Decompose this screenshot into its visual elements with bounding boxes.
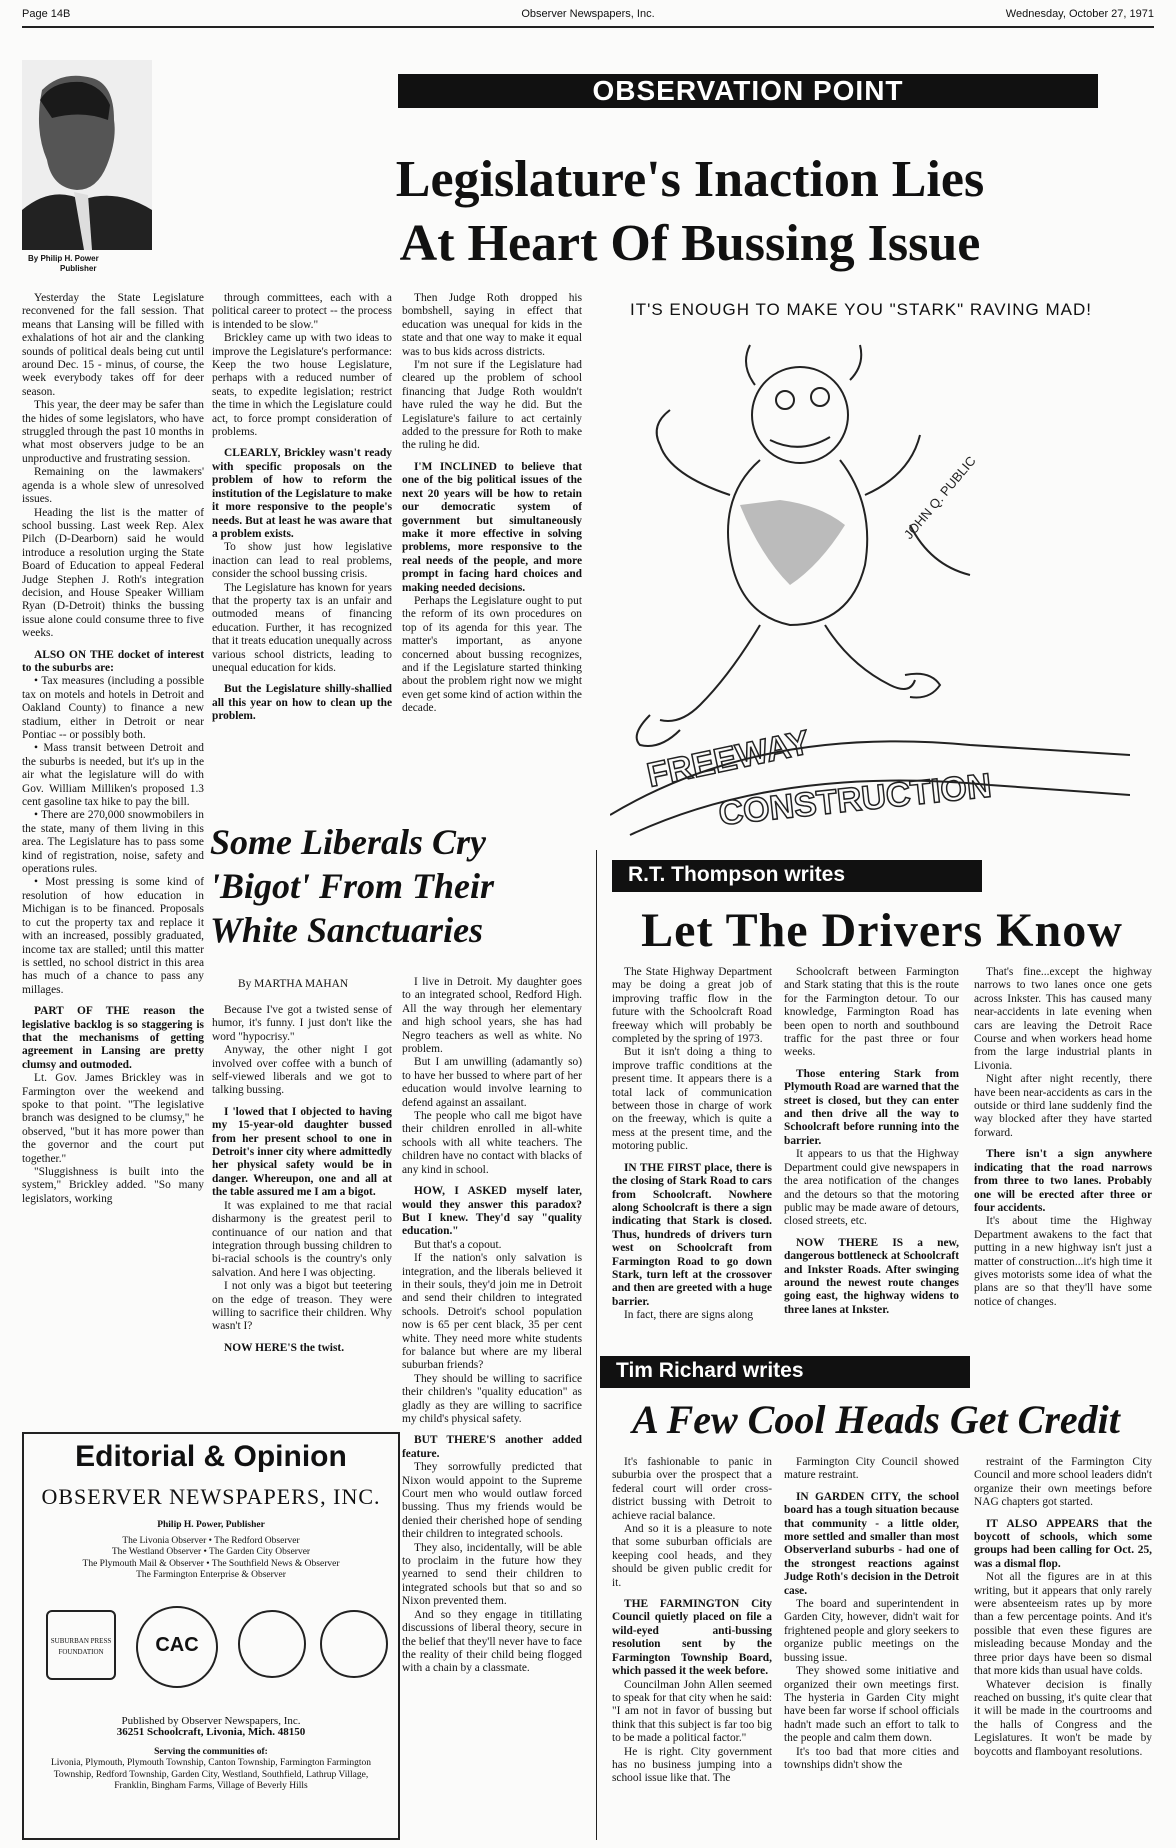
- cartoon-label-construction: CONSTRUCTION: [716, 766, 994, 833]
- main-headline: [300, 148, 1080, 276]
- paragraph: Those entering Stark from Plymouth Road are warned that the street is closed, but they can enter and then drive all the way to Schoolcraft before running into the barrier.: [784, 1067, 959, 1147]
- paragraph: That's fine...except the highway narrows to two lanes once one gets across Inkster. This has caused many near-accidents in late evening when cars are leaving the Detroit Race Course and when workers head home from the large industrial plants in Livonia.: [974, 966, 1152, 1072]
- masthead-paper-line: The Westland Observer • The Garden City Observer: [111, 1547, 311, 1557]
- paragraph: It's about time the Highway Department awakens to the fact that putting in a new highway isn't just a matter of construction...it's high time it gives motorists some idea of what the plans are so that they'll have some notice of changes.: [974, 1215, 1152, 1308]
- paragraph: THE FARMINGTON City Council quietly placed on file a wild-eyed anti-bussing resolution sent by the Farmington Township Board, which passed it the week before.: [612, 1598, 772, 1678]
- liberals-column-1: [212, 1004, 392, 1414]
- paragraph: Farmington City Council showed mature restraint.: [784, 1456, 959, 1482]
- paragraph: through committees, each with a political career to protect -- the process is intended to be slow.": [212, 292, 392, 331]
- paragraph: Councilman John Allen seemed to speak for that city when he said: "I am not in favor of bussing but think that this subject is far too big to be made a political factor.": [612, 1678, 772, 1745]
- page-number: Page 14B: [22, 8, 71, 20]
- press-foundation-seal-text: SUBURBAN PRESS FOUNDATION: [50, 1636, 112, 1656]
- paragraph: He is right. City government has no business jumping into a school issue like that. The: [612, 1745, 772, 1785]
- paragraph: It was explained to me that racial disharmony is the greatest peril to continuance of our nation and that integration through bussing children to bi-racial schools is the country's only salvation. And here I was objecting.: [212, 1199, 392, 1279]
- paragraph: Because I've got a twisted sense of humor, it's funny. I just don't like the word "hypocrisy.": [212, 1004, 392, 1043]
- paragraph: IT ALSO APPEARS that the boycott of schools, which some groups had been calling for Oct. 25, was a dismal flop.: [974, 1517, 1152, 1570]
- paragraph: Yesterday the State Legislature reconvened for the fall session. That means that Lansing will be filled with exhalations of hot air and the clanking sounds of political deals being cut until around Dec. 15 - minus, of course, the week everybody takes off for deer season.: [22, 292, 204, 398]
- paragraph: Heading the list is the matter of school bussing. Last week Rep. Alex Pilch (D-Dearborn) said he would introduce a resolution urging the State Board of Education to appeal Federal Judge Stephen J. Roth's integration decision, and House Speaker William Ryan (D-Detroit) thinks the bussing issue alone could consume three to five weeks.: [22, 506, 204, 640]
- thompson-column-2: [784, 966, 959, 1346]
- masthead-paper-line: The Livonia Observer • The Redford Observer: [122, 1535, 300, 1546]
- thompson-column-3: [974, 966, 1152, 1346]
- paragraph: • There are 270,000 snowmobilers in the state, many of them living in this area. The Legislature has to pass some kind of registration, noise, safety and operations rules.: [22, 809, 204, 876]
- main-byline-role: Publisher: [60, 264, 97, 273]
- paragraph: Lt. Gov. James Brickley was in Farmington over the weekend and spoke to that point. "The legislative branch was designed to be clumsy," he observed, "but it has more power than the governor and the court put together.": [22, 1072, 204, 1165]
- serving-title: Serving the communities of:: [154, 1746, 268, 1757]
- paragraph: I'M INCLINED to believe that one of the big political issues of the next 20 years will be how to retain our democratic system of government but simultaneously make it more effective in solving problems, more responsive to the real needs of the people, and more prompt in facing hard choices and making needed decisions.: [402, 460, 582, 594]
- main-column-1: [22, 292, 204, 1412]
- paragraph: But that's a copout.: [414, 1238, 502, 1251]
- paragraph: IN THE FIRST place, there is the closing of Stark Road to cars from Schoolcraft. Nowhere along Schoolcraft is there a sign indicating that Stark is closed. Thus, hundreds of drivers turn west on Schoolcraft from Farmington Road to go down Stark, turn left at the crossover and then are greeted with a huge barrier.: [612, 1161, 772, 1308]
- paragraph: HOW, I ASKED myself later, would they answer this paradox? But I knew. They'd say "quality education.": [402, 1185, 582, 1238]
- paragraph: "Sluggishness is built into the system," Brickley added. "So many legislators, working: [22, 1166, 204, 1205]
- cac-seal: [136, 1606, 218, 1688]
- paragraph: Night after night recently, there have been near-accidents as cars in the outside or third lane suddenly find the way blocked after they have started forward.: [974, 1073, 1152, 1139]
- paragraph: NOW THERE IS a new, dangerous bottleneck at Schoolcraft and Inkster Roads. After swinging around the newest route changes going east, the highway widens to three lanes at Inkster.: [784, 1236, 959, 1316]
- main-column-3: [402, 292, 582, 797]
- paragraph: But the Legislature shilly-shallied all this year on how to clean up the problem.: [212, 683, 392, 723]
- main-byline: By Philip H. Power: [28, 254, 99, 263]
- paragraph: They showed some initiative and organized their own meetings first. The hysteria in Garden City might have been far worse if school officials hadn't made such an effort to talk to the people and calm them down.: [784, 1665, 959, 1745]
- publisher-folio: Observer Newspapers, Inc.: [521, 8, 655, 20]
- paragraph: IN GARDEN CITY, the school board has a tough situation because that community - a little older, more settled and smaller than most Observerland suburbs - had one of the strongest reactions against Judge Roth's decision in the Detroit case.: [784, 1490, 959, 1597]
- richard-headline: A Few Cool Heads Get Credit: [632, 1397, 1120, 1442]
- liberals-headline-line1: Some Liberals Cry: [210, 822, 486, 862]
- paragraph: And so it is a pleasure to note that some suburban officials are keeping cool heads, and they should be given public credit for it.: [612, 1523, 772, 1589]
- liberals-byline: By MARTHA MAHAN: [238, 978, 349, 990]
- richard-column-3: [974, 1456, 1152, 1840]
- paragraph: NOW HERE'S the twist.: [224, 1341, 345, 1354]
- cac-seal-text: CAC: [155, 1633, 199, 1656]
- paragraph: Anyway, the other night I got involved over coffee with a bunch of self-viewed liberals and we got to talking bussing.: [212, 1044, 392, 1097]
- paragraph: Perhaps the Legislature ought to put the reform of its own procedures on top of its agenda for this year. The matter's important, as anyone concerned about bussing recognizes, and if the Legislature started thinking about the problem right now we might even get some kind of action within the decade.: [402, 594, 582, 715]
- paragraph: And so they engage in titillating discussions of liberal theory, secure in the belief that they'll never have to face the reality of their child being flogged with a chain by a classmate.: [402, 1608, 582, 1675]
- press-foundation-seal: [46, 1610, 116, 1680]
- masthead-seals: [24, 1600, 398, 1710]
- published-line-1: Published by Observer Newspapers, Inc.: [121, 1714, 301, 1727]
- paragraph: • Tax measures (including a possible tax on motels and hotels in Detroit and Oakland County) to finance a new stadium, either in Detroit or near Pontiac -- or possibly both.: [22, 675, 204, 741]
- liberals-headline: [210, 820, 555, 952]
- paragraph: They sorrowfully predicted that Nixon would appoint to the Supreme Court men who would outlaw forced bussing. Thus my friends would be denied their cherished hope of sending their children to integrated schools.: [402, 1461, 582, 1541]
- paragraph: Brickley came up with two ideas to improve the Legislature's performance: Keep the two house Legislature, perhaps with a reduced number of seats, to expedite legislation; restrict the time in which the Legislature could act, to force prompt consideration of problems.: [212, 332, 392, 439]
- masthead-publisher: Philip H. Power, Publisher: [157, 1520, 265, 1530]
- richard-column-bar: Tim Richard writes: [600, 1356, 970, 1388]
- paragraph: The Legislature has known for years that the property tax is an unfair and outmoded means of financing education. Further, it has recognized that it treats education unequally across various school districts, leading to unequal education for kids.: [212, 581, 392, 674]
- cartoon-caption: IT'S ENOUGH TO MAKE YOU "STARK" RAVING MAD!: [630, 300, 1092, 319]
- paragraph: ALSO ON THE docket of interest to the suburbs are:: [22, 648, 204, 674]
- paragraph: BUT THERE'S another added feature.: [402, 1434, 582, 1460]
- paragraph: There isn't a sign anywhere indicating that the road narrows from three to two lanes. Probably one will be erected after three or four accidents.: [974, 1148, 1152, 1214]
- paragraph: CLEARLY, Brickley wasn't ready with specific proposals on the problem of how to reform the institution of the Legislature to make it more responsive to the people's needs. But at least he was aware that a problem exists.: [212, 447, 392, 540]
- paragraph: • Mass transit between Detroit and the suburbs is needed, but it's up in the air what the legislature will do with Gov. William Milliken's proposed 1.3 cent gasoline tax hike to pay the bill.: [22, 742, 204, 809]
- paragraph: I'm not sure if the Legislature had cleared up the problem of school financing that Judge Roth wouldn't have ruled the way he did. But the Legislature's failure to act certainly added to the pressure for Roth to make the ruling he did.: [402, 359, 582, 452]
- paragraph: I not only was a bigot but teetering on the edge of treason. They were willing to sacrifice their children. Why wasn't I?: [212, 1280, 392, 1333]
- column-rule: [596, 850, 597, 1840]
- paragraph: Whatever decision is finally reached on bussing, it's quite clear that it will be made in the courtrooms and the halls of Congress and the Legislatures. It won't be made by boycotts and flamboyant resolutions.: [974, 1678, 1152, 1758]
- paragraph: It's too bad that more cities and townships didn't show the: [784, 1745, 959, 1771]
- liberals-headline-line3: White Sanctuaries: [210, 910, 484, 950]
- paragraph: restraint of the Farmington City Council and more school leaders didn't organize their own meetings before NAG chapters got started.: [974, 1456, 1152, 1509]
- serving-communities: Livonia, Plymouth, Plymouth Township, Canton Township, Farmington Farmington Township, Redford Township, Garden City, Westland, Southfield, Lathrup Village, Franklin, Bingham Farms, Village of Beverly Hills: [50, 1758, 371, 1791]
- paragraph: Remaining on the lawmakers' agenda is a whole slew of unresolved issues.: [22, 466, 204, 506]
- paragraph: The State Highway Department may be doing a great job of improving traffic flow in the future with the Schoolcraft Road freeway which will probably be completed by the spring of 1973.: [612, 966, 772, 1046]
- paragraph: I live in Detroit. My daughter goes to an integrated school, Redford High. All the way through her elementary and high school years, she has had Negro teachers as well as white. No problem.: [402, 976, 582, 1056]
- paragraph: If the nation's only salvation is integration, and the liberals believed it in their souls, they'd join me in Detroit and send their children to integrated schools. Detroit's school population now is 65 per cent black, 35 per cent white. They need more white students for balance but where are my liberal suburban friends?: [402, 1252, 582, 1372]
- cartoon-label-person: JOHN Q. PUBLIC: [900, 453, 979, 542]
- liberals-column-2: [402, 976, 582, 1838]
- observation-point-banner: OBSERVATION POINT: [398, 74, 1098, 108]
- masthead-name: OBSERVER NEWSPAPERS, INC.: [41, 1484, 381, 1509]
- masthead-paper-line: The Farmington Enterprise & Observer: [136, 1570, 286, 1580]
- richard-column-1: [612, 1456, 772, 1840]
- thompson-column-1: [612, 966, 772, 1346]
- main-column-2: [212, 292, 392, 797]
- paragraph: • Most pressing is some kind of resolution of how education in Michigan is to be financed. Proposals to cut the property tax and replace it with an increased, possibly graduated, income tax are stalled; until this matter is settled, no school district in this area has much of a chance to pass any millages.: [22, 876, 204, 996]
- folio-rule: [22, 26, 1154, 28]
- paragraph: Schoolcraft between Farmington and Stark stating that this is the route for the Farmington detour. To our knowledge, Farmington Road has been open to north and southbound traffic for the past three or four weeks.: [784, 966, 959, 1059]
- paragraph: Then Judge Roth dropped his bombshell, saying in effect that education was unequal for kids in the state and that one way to make it equal was to bus kids across districts.: [402, 292, 582, 358]
- paragraph: But I am unwilling (adamantly so) to have her bussed to where part of her education would involve learning to defend against an assailant.: [402, 1056, 582, 1109]
- paragraph: Not all the figures are in at this writing, but it appears that only rarely were absenteeism rates up by more than a few percentage points. And it's possible that even these figures are misleading because Monday and the three prior days have been so dismal that more kids than usual have colds.: [974, 1571, 1152, 1678]
- thompson-column-bar: R.T. Thompson writes: [612, 860, 982, 892]
- paragraph: They also, incidentally, will be able to proclaim in the future how they yearned to send their children to integrated schools but that so and so Nixon prevented them.: [402, 1541, 582, 1608]
- round-seal-2: [320, 1610, 388, 1678]
- paragraph: I 'lowed that I objected to having my 15-year-old daughter bussed from her present school to one in Detroit's inner city where admittedly her physical safety would be in danger. Whereupon, one and all at the table assured me I am a bigot.: [212, 1105, 392, 1199]
- paragraph: It appears to us that the Highway Department could give newspapers in the area notification of the changes and the detours so that the motoring public may be made aware of detours, closed streets, etc.: [784, 1148, 959, 1228]
- paragraph: To show just how legislative inaction can lead to real problems, consider the school bussing crisis.: [212, 541, 392, 581]
- richard-column-2: [784, 1456, 959, 1840]
- paragraph: PART OF THE reason the legislative backlog is so staggering is that the mechanisms of getting agreement in Lansing are pretty clumsy and outmoded.: [22, 1005, 204, 1071]
- issue-date: Wednesday, October 27, 1971: [1005, 8, 1154, 20]
- liberals-headline-line2: 'Bigot' From Their: [210, 866, 495, 906]
- round-seal-1: [238, 1610, 306, 1678]
- paragraph: In fact, there are signs along: [624, 1309, 754, 1322]
- publisher-photo: [22, 60, 152, 250]
- main-headline-line1: Legislature's Inaction Lies: [395, 151, 985, 208]
- paragraph: It's fashionable to panic in suburbia over the prospect that a federal court will order cross-district bussing with Detroit to achieve racial balance.: [612, 1456, 772, 1522]
- paragraph: But it isn't doing a thing to improve traffic conditions at the present time. It appears there is a total lack of communication between those in charge of work on the freeway, which is quite a mess at the present time, and the motoring public.: [612, 1046, 772, 1153]
- masthead-paper-line: The Plymouth Mail & Observer • The Southfield News & Observer: [82, 1558, 340, 1569]
- masthead-papers: [24, 1536, 398, 1582]
- editorial-cartoon: [610, 325, 1130, 870]
- paragraph: The board and superintendent in Garden City, however, didn't wait for frightened people and glory seekers to organize public meetings on the bussing issue.: [784, 1598, 959, 1664]
- paragraph: This year, the deer may be safer than the hides of some legislators, who have struggled through the past 10 months in what most observers judge to be an unproductive and frustrating session.: [22, 399, 204, 465]
- editorial-masthead-box: [22, 1432, 400, 1840]
- published-line-2: 36251 Schoolcraft, Livonia, Mich. 48150: [116, 1726, 306, 1738]
- cartoon-label-freeway: FREEWAY: [643, 723, 814, 795]
- paragraph: They should be willing to sacrifice their children's "quality education" as gladly as they are willing to sacrifice my child's physical safety.: [402, 1372, 582, 1425]
- thompson-headline: Let The Drivers Know: [641, 904, 1123, 957]
- paragraph: The people who call me bigot have their children enrolled in all-white schools with all white teachers. The children have no contact with blacks of any kind in school.: [402, 1110, 582, 1176]
- main-headline-line2: At Heart Of Bussing Issue: [399, 215, 981, 272]
- editorial-title: Editorial & Opinion: [75, 1440, 347, 1473]
